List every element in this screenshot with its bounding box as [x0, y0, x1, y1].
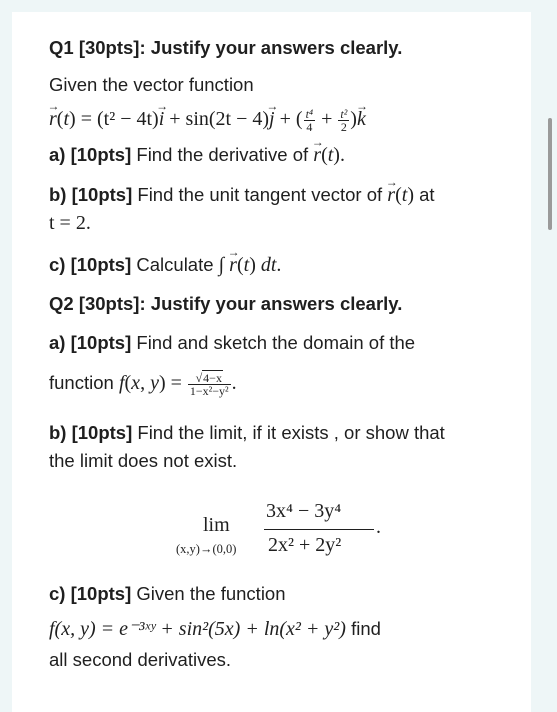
q2c-expr: f(x, y) = e⁻³ˣʸ + sin²(5x) + ln(x² + y²)	[49, 618, 346, 640]
limit-end: .	[376, 516, 381, 538]
q2c-line3: all second derivatives.	[49, 649, 232, 670]
q2c-line2	[49, 617, 381, 641]
limit-denominator: 2x² + 2y²	[268, 534, 342, 556]
q1-part-b	[49, 183, 435, 207]
vf-plus: +	[321, 108, 333, 130]
q2a-line2-prefix: function	[49, 372, 114, 393]
q1-heading-text: Justify your answers clearly.	[150, 37, 403, 58]
r-vector: → r	[49, 107, 57, 131]
q2-heading-text: Justify your answers clearly.	[150, 293, 403, 314]
q1a-text: Find the derivative of	[136, 144, 309, 165]
q1-part-a	[49, 143, 345, 167]
q2c-text: Given the function	[136, 583, 286, 604]
q1b-label: b) [10pts]	[49, 184, 133, 205]
vf-k-close: )	[350, 108, 357, 130]
limit-fraction-bar	[264, 529, 374, 530]
q2-part-b	[49, 421, 445, 445]
q2b-text: Find the limit, if it exists , or show that	[137, 422, 445, 443]
q2-heading-label: Q2 [30pts]:	[49, 293, 146, 314]
q1b-text: Find the unit tangent vector of	[137, 184, 383, 205]
q1b-expr: → r(t)	[387, 184, 414, 206]
q2-heading	[49, 292, 402, 316]
q1a-label: a) [10pts]	[49, 144, 132, 165]
limit-subscript: (x,y)→(0,0)	[176, 542, 237, 556]
q1a-expr: → r(t).	[313, 144, 345, 166]
q2a-text: Find and sketch the domain of the	[136, 332, 416, 353]
vf-i-comp: (t² − 4t)	[96, 108, 159, 130]
frac-t4-over-4: $\frac{\text{t⁴}}{4}$	[305, 106, 314, 134]
q2a-fn: f(x, y) =	[118, 372, 187, 394]
q1c-label: c) [10pts]	[49, 254, 132, 275]
q2-part-c	[49, 582, 286, 606]
q1-heading-label: Q1 [30pts]:	[49, 37, 146, 58]
q1-heading	[49, 36, 402, 60]
vf-lhs: (t) =	[56, 108, 97, 130]
q2c-label: c) [10pts]	[49, 583, 132, 604]
vf-k-open: + (	[279, 108, 303, 130]
q2-part-a	[49, 331, 415, 355]
q1b-line2: t = 2.	[49, 212, 91, 234]
scrollbar[interactable]	[548, 118, 552, 230]
q2c-tail: find	[351, 618, 381, 639]
q2b-line2: the limit does not exist.	[49, 450, 238, 471]
q2a-label: a) [10pts]	[49, 332, 132, 353]
vf-j-comp: + sin(2t − 4)	[169, 108, 270, 130]
q2a-line2: function f(x, y) = $\frac{√4-x}{\text{1−x²−y²}}$ .	[49, 370, 237, 398]
limit-word: lim	[203, 514, 230, 536]
q2a-fraction: $\frac{√4-x}{\text{1−x²−y²}}$	[189, 370, 229, 398]
q1c-text: Calculate	[136, 254, 214, 275]
q2b-label: b) [10pts]	[49, 422, 133, 443]
k-unit-vector: → k	[357, 107, 366, 131]
j-unit-vector: → j	[269, 107, 275, 131]
limit-numerator: 3x⁴ − 3y⁴	[266, 500, 342, 522]
i-unit-vector: → i	[159, 107, 165, 131]
frac-t2-over-2: $\frac{\text{t²}}{2}$	[340, 106, 348, 134]
q1c-expr: ∫ → r(t) dt.	[219, 254, 282, 276]
q1-intro: Given the vector function	[49, 74, 254, 95]
q1-part-c	[49, 253, 281, 277]
q1b-tail: at	[419, 184, 435, 205]
